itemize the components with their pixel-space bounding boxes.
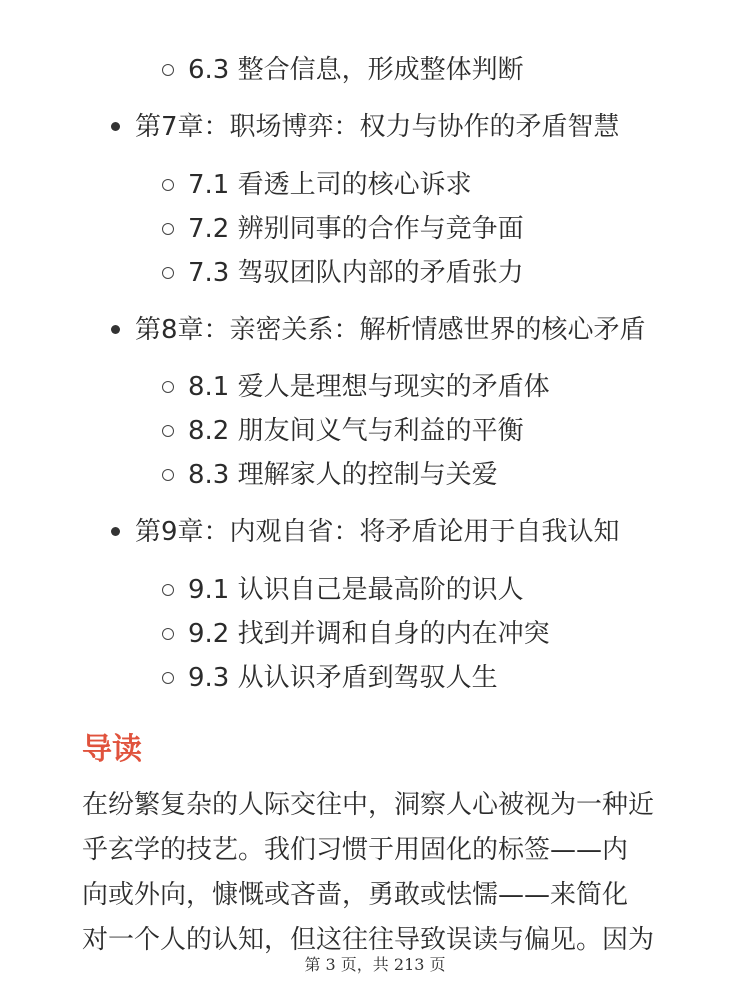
toc-chapter-9[interactable] — [135, 515, 620, 549]
page-number-footer: 第 3 页，共 213 页 — [304, 955, 446, 974]
toc-item-label: 7.1 看透上司的核心诉求 — [188, 170, 472, 200]
filled-dot-bullet-icon — [111, 122, 120, 131]
toc-item-label: 第8章：亲密关系：解析情感世界的核心矛盾 — [135, 315, 646, 345]
toc-item-8-2[interactable] — [188, 414, 524, 448]
toc-item-9-3[interactable] — [188, 661, 498, 695]
toc-item-label: 9.2 找到并调和自身的内在冲突 — [188, 619, 550, 649]
toc-item-label: 第9章：内观自省：将矛盾论用于自我认知 — [135, 517, 620, 547]
toc-item-label: 8.2 朋友间义气与利益的平衡 — [188, 416, 524, 446]
toc-item-label: 7.3 驾驭团队内部的矛盾张力 — [188, 258, 524, 288]
toc-item-label: 9.1 认识自己是最高阶的识人 — [188, 575, 524, 605]
toc-item-label: 8.3 理解家人的控制与关爱 — [188, 460, 498, 490]
toc-item-label: 7.2 辨别同事的合作与竞争面 — [188, 214, 524, 244]
paragraph-line: 向或外向，慷慨或吝啬，勇敢或怯懦——来简化 — [82, 880, 629, 910]
intro-heading: 导读 — [82, 732, 142, 767]
hollow-circle-bullet-icon — [162, 381, 174, 393]
filled-dot-bullet-icon — [111, 527, 120, 536]
paragraph-line: 乎玄学的技艺。我们习惯于用固化的标签——内 — [82, 835, 629, 865]
toc-item-6-3[interactable] — [188, 53, 524, 87]
hollow-circle-bullet-icon — [162, 179, 174, 191]
hollow-circle-bullet-icon — [162, 584, 174, 596]
hollow-circle-bullet-icon — [162, 267, 174, 279]
toc-item-7-3[interactable] — [188, 256, 524, 290]
toc-item-7-2[interactable] — [188, 212, 524, 246]
hollow-circle-bullet-icon — [162, 64, 174, 76]
toc-item-8-1[interactable] — [188, 370, 550, 404]
hollow-circle-bullet-icon — [162, 628, 174, 640]
toc-chapter-8[interactable] — [135, 313, 646, 347]
hollow-circle-bullet-icon — [162, 672, 174, 684]
paragraph-line: 在纷繁复杂的人际交往中，洞察人心被视为一种近 — [82, 790, 655, 820]
toc-item-7-1[interactable] — [188, 168, 472, 202]
hollow-circle-bullet-icon — [162, 425, 174, 437]
toc-item-9-2[interactable] — [188, 617, 550, 651]
filled-dot-bullet-icon — [111, 325, 120, 334]
hollow-circle-bullet-icon — [162, 223, 174, 235]
toc-item-8-3[interactable] — [188, 458, 498, 492]
hollow-circle-bullet-icon — [162, 469, 174, 481]
toc-item-label: 6.3 整合信息，形成整体判断 — [188, 55, 524, 85]
toc-item-label: 9.3 从认识矛盾到驾驭人生 — [188, 663, 498, 693]
toc-chapter-7[interactable] — [135, 110, 620, 144]
toc-item-label: 第7章：职场博弈：权力与协作的矛盾智慧 — [135, 112, 620, 142]
toc-item-9-1[interactable] — [188, 573, 524, 607]
toc-item-label: 8.1 爱人是理想与现实的矛盾体 — [188, 372, 550, 402]
paragraph-line: 对一个人的认知，但这往往导致误读与偏见。因为 — [82, 925, 655, 955]
